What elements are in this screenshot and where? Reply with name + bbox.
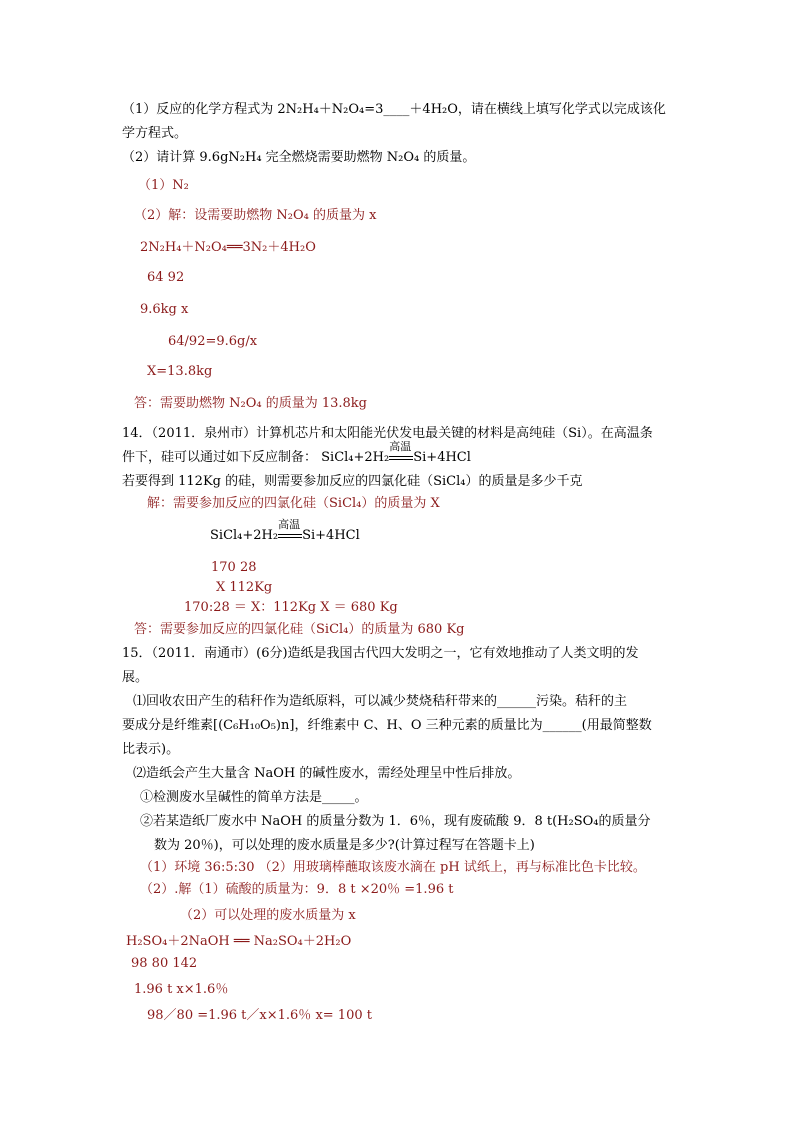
equation-2 [210, 518, 360, 544]
answer-14: 答：需要参加反应的四氯化硅（SiCl₄）的质量为 680 Kg [134, 622, 465, 637]
mass-row-64: 64 92 [147, 270, 185, 285]
problem-15-line-e: 比表示)。 [122, 742, 180, 757]
mass-row-96: 9.6kg x [140, 302, 189, 317]
equation-3: H₂SO₄＋2NaOH ══ Na₂SO₄＋2H₂O [126, 934, 352, 949]
ratio-line-170: 170:28 ＝ X：112Kg X ＝ 680 Kg [184, 600, 398, 615]
problem-15-line-c: ⑴回收农田产生的秸秆作为造纸原料，可以减少焚烧秸秆带来的______污染。秸秆的主 [133, 694, 628, 709]
q1-line-b: 学方程式。 [122, 126, 188, 141]
mass-row-98: 98 80 142 [131, 956, 198, 971]
answer-2: （2）解：设需要助燃物 N₂O₄ 的质量为 x [134, 208, 377, 223]
equation-1: 2N₂H₄＋N₂O₄══3N₂＋4H₂O [140, 240, 316, 255]
answer-15-3: （2）可以处理的废水质量为 x [180, 908, 356, 923]
high-temperature-label-2: 高温 [278, 518, 301, 531]
x-result: X=13.8kg [147, 364, 213, 379]
equation-2-left: SiCl₄+2H₂ [210, 528, 279, 543]
high-temperature-condition-2 [278, 518, 302, 544]
answer-15-2: （2）.解（1）硫酸的质量为：9．8 t ×20％ =1.96 t [140, 882, 454, 897]
answer-13: 答：需要助燃物 N₂O₄ 的质量为 13.8kg [134, 396, 367, 411]
problem-15-line-d: 要成分是纤维素[(C₆H₁₀O₅)n]，纤维素中 C、H、O 三种元素的质量比为______(用最简整数 [122, 718, 652, 733]
q2-line: （2）请计算 9.6gN₂H₄ 完全燃烧需要助燃物 N₂O₄ 的质量。 [122, 150, 476, 165]
problem-14-line-c: 若要得到 112Kg 的硅，则需要参加反应的四氯化硅（SiCl₄）的质量是多少千克 [122, 474, 583, 489]
problem-15-line-i: 数为 20％)，可以处理的废水质量是多少?(计算过程写在答题卡上) [154, 838, 535, 853]
equation-2-right: Si+4HCl [302, 528, 360, 543]
problem-14-line-b [122, 440, 471, 466]
mass-row-196: 1.96 t x×1.6％ [134, 982, 229, 997]
problem-15-line-f: ⑵造纸会产生大量含 NaOH 的碱性废水，需经处理呈中性后排放。 [133, 766, 521, 781]
high-temperature-condition [389, 440, 413, 466]
ratio-line: 64/92=9.6g/x [168, 334, 258, 349]
problem-14-solution: 解：需要参加反应的四氯化硅（SiCl₄）的质量为 X [147, 496, 440, 511]
problem-14-text-b1: 件下，硅可以通过如下反应制备： SiCl₄+2H₂ [122, 450, 390, 465]
mass-row-x: X 112Kg [216, 580, 273, 595]
q1-line-a: （1）反应的化学方程式为 2N₂H₄＋N₂O₄=3____＋4H₂O，请在横线上填写化学式以完成该化 [122, 102, 666, 117]
problem-15-line-g: ①检测废水呈碱性的简单方法是_____。 [140, 790, 368, 805]
answer-1: （1）N₂ [138, 178, 189, 193]
answer-15-1: （1）环境 36:5:30 （2）用玻璃棒蘸取该废水滴在 pH 试纸上，再与标准比色卡比较。 [140, 860, 646, 875]
problem-15-line-h: ②若某造纸厂废水中 NaOH 的质量分数为 1．6％，现有废硫酸 9．8 t(H₂SO₄的质量分 [140, 814, 651, 829]
mass-row-170: 170 28 [211, 560, 257, 575]
problem-15-line-b: 展。 [122, 670, 149, 685]
high-temperature-label: 高温 [389, 440, 412, 453]
problem-15-line-a: 15．（2011．南通市）(6分)造纸是我国古代四大发明之一，它有效地推动了人类文明的发 [122, 646, 639, 661]
problem-14-text-b2: Si+4HCl [413, 450, 471, 465]
ratio-line-98: 98／80 =1.96 t／x×1.6％ x= 100 t [147, 1008, 372, 1023]
problem-14-line-a: 14．（2011．泉州市）计算机芯片和太阳能光伏发电最关键的材料是高纯硅（Si）。在高温条 [122, 426, 653, 441]
